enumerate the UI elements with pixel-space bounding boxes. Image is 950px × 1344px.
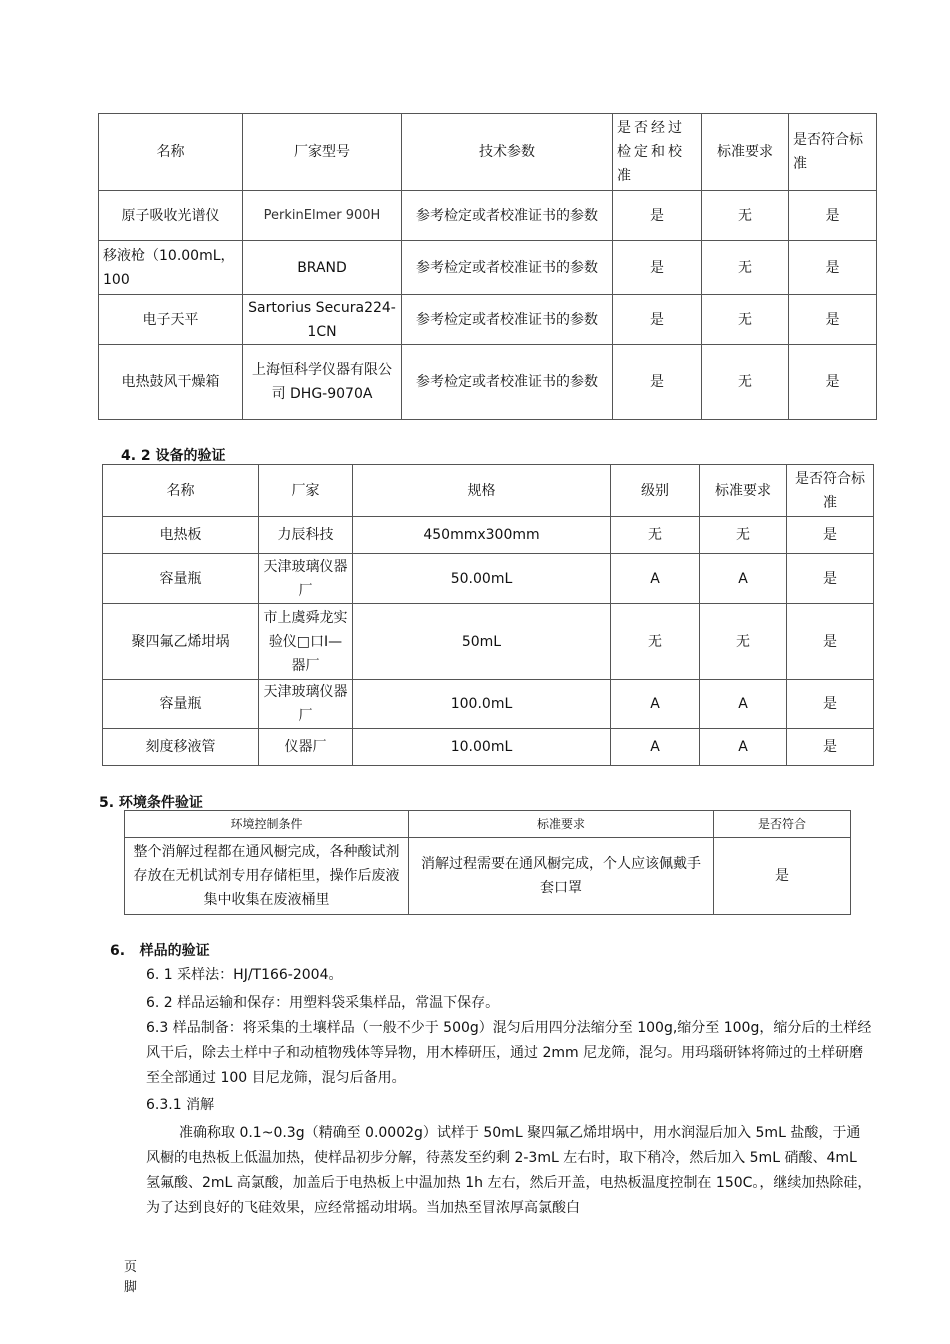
table-row — [103, 680, 874, 729]
table-cell: 是 — [787, 554, 874, 604]
header-cell: 标准要求 — [409, 811, 714, 838]
header-cell: 级别 — [611, 465, 700, 517]
paragraph: 6. 2 样品运输和保存：用塑料袋采集样品，常温下保存。 — [146, 995, 500, 1011]
header-cell: 名称 — [99, 114, 243, 191]
table-row — [103, 554, 874, 604]
table-cell: 是 — [613, 191, 702, 241]
table-row — [103, 604, 874, 680]
table-cell: 聚四氟乙烯坩埚 — [103, 604, 259, 680]
table-cell: 是 — [787, 517, 874, 554]
table-cell: 是 — [787, 680, 874, 729]
table-cell: 是 — [613, 295, 702, 345]
table-cell: BRAND — [243, 241, 402, 295]
table-cell: A — [611, 729, 700, 766]
table-cell: 参考检定或者校准证书的参数 — [402, 295, 613, 345]
table-cell: 刻度移液管 — [103, 729, 259, 766]
table-cell: 无 — [611, 517, 700, 554]
paragraph: 准确称取 0.1~0.3g（精确至 0.0002g）试样于 50mL 聚四氟乙烯坩埚中，用水润湿后加入 5mL 盐酸，于通风橱的电热板上低温加热，使样品初步分解，待蒸发至约剩 2-3mL 左右时，取下稍冷，然后加入 5mL 硝酸、4mL 氢氟酸、2mL 高氯酸，加盖后于电热板上中温加热 1h 左右，然后开盖，电热板温度控制在 150C。，继续加热除硅，为了达到良好的飞硅效果，应经常摇动坩埚。当加热至冒浓厚高氯酸白 — [146, 1125, 872, 1216]
equipment-table — [102, 464, 874, 766]
table-cell: 50.00mL — [353, 554, 611, 604]
table-cell: 是 — [789, 241, 877, 295]
table-cell: PerkinElmer 900H — [243, 191, 402, 241]
table-cell: 50mL — [353, 604, 611, 680]
section-heading: 6. 样品的验证 — [110, 943, 210, 959]
paragraph: 6.3.1 消解 — [146, 1097, 215, 1113]
instrument-table — [98, 113, 877, 420]
table-cell: 10.00mL — [353, 729, 611, 766]
table-cell: 容量瓶 — [103, 554, 259, 604]
table-cell: 电热板 — [103, 517, 259, 554]
table-cell: A — [700, 680, 787, 729]
table-header-row — [125, 811, 851, 838]
table-cell: 是 — [613, 345, 702, 420]
paragraph: 6.3 样品制备：将采集的土壤样品（一般不少于 500g）混匀后用四分法缩分至 100g,缩分至 100g，缩分后的土样经风干后，除去土样中子和动植物残体等异物，用木棒研压，通过 2mm 尼龙筛，混匀。用玛瑙研钵将筛过的土样研磨至全部通过 100 目尼龙筛，混匀后备用。 — [146, 1020, 872, 1086]
table-cell: 天津玻璃仪器厂 — [259, 554, 353, 604]
header-cell: 是否经过检定和校准 — [613, 114, 702, 191]
header-cell: 标准要求 — [700, 465, 787, 517]
table-row — [99, 241, 877, 295]
table-cell: 仪器厂 — [259, 729, 353, 766]
table-cell: A — [611, 680, 700, 729]
environment-table — [124, 810, 851, 915]
header-cell: 标准要求 — [702, 114, 789, 191]
table-cell: 是 — [613, 241, 702, 295]
header-cell: 是否符合标准 — [787, 465, 874, 517]
table-cell: A — [700, 554, 787, 604]
table-cell: 100.0mL — [353, 680, 611, 729]
header-cell: 厂家 — [259, 465, 353, 517]
table-row — [99, 295, 877, 345]
table-row — [103, 517, 874, 554]
table-cell: A — [611, 554, 700, 604]
table-header-row — [103, 465, 874, 517]
section-heading: 5. 环境条件验证 — [99, 795, 203, 811]
header-cell: 环境控制条件 — [125, 811, 409, 838]
table-cell: 容量瓶 — [103, 680, 259, 729]
page-footer: 页脚 — [124, 1260, 138, 1295]
paragraph: 6. 1 采样法：HJ/T166-2004。 — [146, 967, 343, 983]
table-cell: 无 — [611, 604, 700, 680]
table-cell: 天津玻璃仪器厂 — [259, 680, 353, 729]
table-cell: 无 — [700, 604, 787, 680]
table-cell: 电热鼓风干燥箱 — [99, 345, 243, 420]
table-cell: 无 — [702, 191, 789, 241]
section-heading: 4. 2 设备的验证 — [121, 448, 226, 464]
table-row — [99, 345, 877, 420]
header-cell: 是否符合 — [714, 811, 851, 838]
header-cell: 技术参数 — [402, 114, 613, 191]
table-cell: 参考检定或者校准证书的参数 — [402, 191, 613, 241]
table-cell: 上海恒科学仪器有限公司 DHG-9070A — [243, 345, 402, 420]
table-cell: 450mmx300mm — [353, 517, 611, 554]
table-cell: 无 — [702, 241, 789, 295]
table-cell: 参考检定或者校准证书的参数 — [402, 241, 613, 295]
table-cell: 参考检定或者校准证书的参数 — [402, 345, 613, 420]
table-row — [99, 191, 877, 241]
table-header-row — [99, 114, 877, 191]
table-cell: 无 — [700, 517, 787, 554]
header-cell: 是否符合标准 — [789, 114, 877, 191]
table-cell: 是 — [714, 838, 851, 915]
table-cell: 市上虞舜龙实验仪□口I—器厂 — [259, 604, 353, 680]
table-cell: 是 — [787, 729, 874, 766]
table-cell: 原子吸收光谱仪 — [99, 191, 243, 241]
table-cell: 力辰科技 — [259, 517, 353, 554]
table-row — [125, 838, 851, 915]
table-cell: 电子天平 — [99, 295, 243, 345]
table-cell: 是 — [789, 191, 877, 241]
table-cell: 消解过程需要在通风橱完成，个人应该佩戴手套口罩 — [409, 838, 714, 915]
table-row — [103, 729, 874, 766]
table-cell: 移液枪（10.00mL，100 — [99, 241, 243, 295]
header-cell: 厂家型号 — [243, 114, 402, 191]
header-cell: 规格 — [353, 465, 611, 517]
table-cell: A — [700, 729, 787, 766]
table-cell: 是 — [789, 295, 877, 345]
table-cell: 是 — [789, 345, 877, 420]
header-cell: 名称 — [103, 465, 259, 517]
table-cell: 整个消解过程都在通风橱完成，各种酸试剂存放在无机试剂专用存储柜里，操作后废液集中收集在废液桶里 — [125, 838, 409, 915]
table-cell: 无 — [702, 345, 789, 420]
table-cell: Sartorius Secura224-1CN — [243, 295, 402, 345]
table-cell: 无 — [702, 295, 789, 345]
table-cell: 是 — [787, 604, 874, 680]
